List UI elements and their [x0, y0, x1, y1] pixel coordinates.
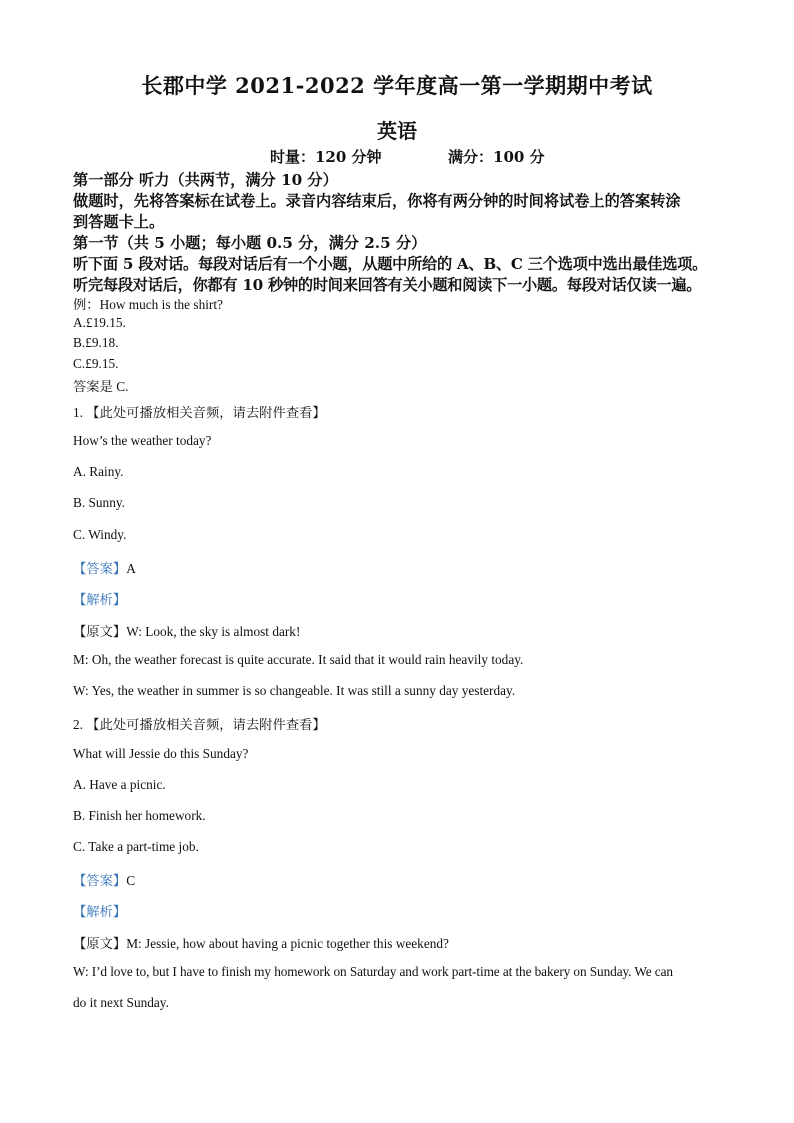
- exam-subject: 英语: [377, 119, 417, 143]
- q2-transcript-line3: do it next Sunday.: [73, 995, 169, 1010]
- answer-tag: 【答案】: [73, 561, 127, 576]
- transcript-tag: 【原文】: [73, 624, 127, 639]
- q2-question: What will Jessie do this Sunday?: [73, 746, 249, 761]
- q1-option-b: B. Sunny.: [73, 495, 125, 510]
- part1-heading: 第一部分 听力（共两节，满分 10 分）: [73, 171, 338, 189]
- section1-instruction-line2: 听完每段对话后，你都有 10 秒钟的时间来回答有关小题和阅读下一小题。每段对话仅读一遍。: [73, 276, 702, 294]
- q1-audio-note[interactable]: 1. 【此处可播放相关音频，请去附件查看】: [73, 405, 326, 420]
- q1-option-c: C. Windy.: [73, 527, 127, 542]
- q1-transcript-line2: M: Oh, the weather forecast is quite accurate. It said that it would rain heavily today.: [73, 652, 524, 667]
- example-question: 例：How much is the shirt?: [73, 297, 223, 312]
- full-score: 满分：100 分: [448, 148, 545, 166]
- exam-title: 长郡中学 2021-2022 学年度高一第一学期期中考试: [141, 73, 653, 98]
- q1-transcript-line3: W: Yes, the weather in summer is so changeable. It was still a sunny day yesterday.: [73, 683, 516, 698]
- q1-transcript-line1: [73, 621, 300, 640]
- q1-analysis-tag: 【解析】: [73, 592, 127, 607]
- example-answer: 答案是 C.: [73, 379, 129, 394]
- time-limit: 时量：120 分钟: [270, 148, 382, 166]
- part1-instruction-line2: 到答题卡上。: [73, 213, 165, 231]
- example-option-c: C.£9.15.: [73, 356, 119, 371]
- q2-option-b: B. Finish her homework.: [73, 808, 206, 823]
- answer-tag: 【答案】: [73, 873, 127, 888]
- q2-option-c: C. Take a part-time job.: [73, 839, 199, 854]
- answer-value: C: [126, 873, 136, 888]
- answer-value: A: [126, 561, 136, 576]
- transcript-text: W: Look, the sky is almost dark!: [126, 624, 301, 639]
- section1-heading: 第一节（共 5 小题；每小题 0.5 分，满分 2.5 分）: [73, 234, 427, 252]
- transcript-text: M: Jessie, how about having a picnic together this weekend?: [126, 936, 449, 951]
- q1-question: How’s the weather today?: [73, 433, 212, 448]
- example-option-a: A.£19.15.: [73, 315, 126, 330]
- q2-transcript-line1: [73, 933, 449, 952]
- example-option-b: B.£9.18.: [73, 335, 119, 350]
- q2-audio-note[interactable]: 2. 【此处可播放相关音频，请去附件查看】: [73, 717, 326, 732]
- transcript-tag: 【原文】: [73, 936, 127, 951]
- q1-answer: [73, 558, 136, 577]
- exam-meta: [270, 146, 545, 167]
- q2-analysis-tag: 【解析】: [73, 904, 127, 919]
- q1-option-a: A. Rainy.: [73, 464, 124, 479]
- q2-option-a: A. Have a picnic.: [73, 777, 166, 792]
- q2-transcript-line2: W: I’d love to, but I have to finish my homework on Saturday and work part-time at the bakery on Sunday. We can: [73, 964, 673, 979]
- section1-instruction-line1: 听下面 5 段对话。每段对话后有一个小题，从题中所给的 A、B、C 三个选项中选出最佳选项。: [73, 255, 708, 273]
- q2-answer: [73, 870, 135, 889]
- part1-instruction-line1: 做题时，先将答案标在试卷上。录音内容结束后，你将有两分钟的时间将试卷上的答案转涂: [73, 192, 681, 210]
